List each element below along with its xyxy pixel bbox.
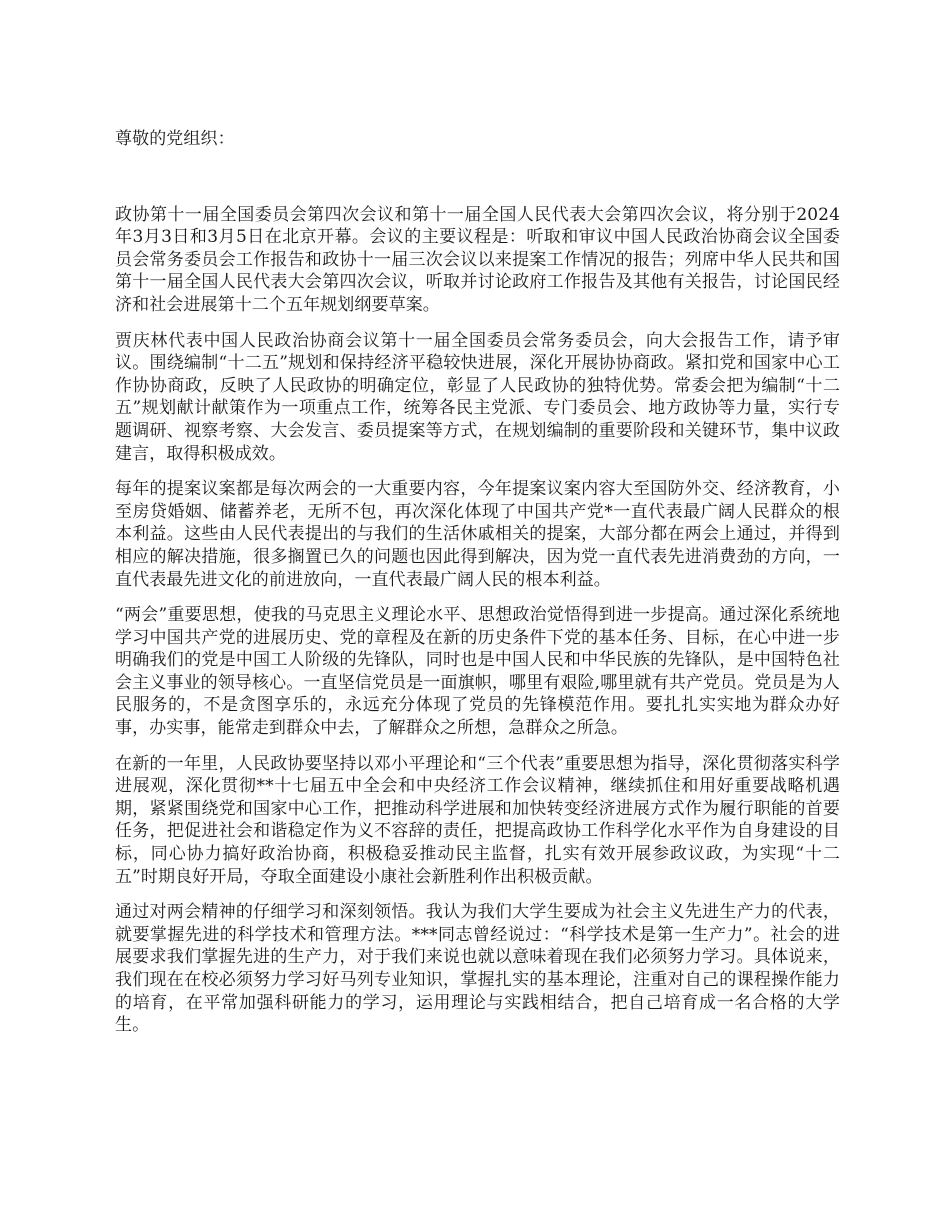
paragraph: 每年的提案议案都是每次两会的一大重要内容，今年提案议案内容大至国防外交、经济教育，小至房贷婚姻、储蓄养老，无所不包，再次深化体现了中国共产党*一直代表最广阔人民群众的根本利益。这些由人民代表提出的与我们的生活休戚相关的提案，大部分都在两会上通过，并得到相应的解决措施，很多搁置已久的问题也因此得到解决，因为党一直代表先进消费劲的方向，一直代表最先进文化的前进放向，一直代表最广阔人民的根本利益。 <box>115 479 840 590</box>
paragraph: 政协第十一届全国委员会第四次会议和第十一届全国人民代表大会第四次会议，将分别于2024年3月3日和3月5日在北京开幕。会议的主要议程是：听取和审议中国人民政治协商会议全国委员会常务委员会工作报告和政协十一届三次会议以来提案工作情况的报告；列席中华人民共和国第十一届全国人民代表大会第四次会议，听取并讨论政府工作报告及其他有关报告，讨论国民经济和社会进展第十二个五年规划纲要草案。 <box>115 204 840 315</box>
document-body <box>115 128 840 1050</box>
paragraph: 在新的一年里，人民政协要坚持以邓小平理论和“三个代表”重要思想为指导，深化贯彻落实科学进展观，深化贯彻**十七届五中全会和中央经济工作会议精神，继续抓住和用好重要战略机遇期，紧紧围绕党和国家中心工作，把推动科学进展和加快转变经济进展方式作为履行职能的首要任务，把促进社会和谐稳定作为义不容辞的责任，把提高政协工作科学化水平作为自身建设的目标，同心协力搞好政治协商，积极稳妥推动民主监督，扎实有效开展参政议政，为实现“十二五”时期良好开局，夺取全面建设小康社会新胜利作出积极贡献。 <box>115 753 840 887</box>
paragraph: 贾庆林代表中国人民政治协商会议第十一届全国委员会常务委员会，向大会报告工作，请予审议。围绕编制“十二五”规划和保持经济平稳较快进展，深化开展协协商政。紧扣党和国家中心工作协协商政，反映了人民政协的明确定位，彰显了人民政协的独特优势。常委会把为编制“十二五”规划献计献策作为一项重点工作，统筹各民主党派、专门委员会、地方政协等力量，实行专题调研、视察考察、大会发言、委员提案等方式，在规划编制的重要阶段和关键环节，集中议政建言，取得积极成效。 <box>115 330 840 464</box>
paragraph: 通过对两会精神的仔细学习和深刻领悟。我认为我们大学生要成为社会主义先进生产力的代表，就要掌握先进的科学技术和管理方法。***同志曾经说过：“科学技术是第一生产力”。社会的进展要求我们掌握先进的生产力，对于我们来说也就以意味着现在我们必须努力学习。具体说来，我们现在在校必须努力学习好马列专业知识，掌握扎实的基本理论，注重对自己的课程操作能力的培育，在平常加强科研能力的学习，运用理论与实践相结合，把自己培育成一名合格的大学生。 <box>115 902 840 1036</box>
paragraph: “两会”重要思想，使我的马克思主义理论水平、思想政治觉悟得到进一步提高。通过深化系统地学习中国共产党的进展历史、党的章程及在新的历史条件下党的基本任务、目标，在心中进一步明确我们的党是中国工人阶级的先锋队，同时也是中国人民和中华民族的先锋队，是中国特色社会主义事业的领导核心。一直坚信党员是一面旗帜，哪里有艰险,哪里就有共产党员。党员是为人民服务的，不是贪图享乐的，永远充分体现了党员的先锋模范作用。要扎扎实实地为群众办好事，办实事，能常走到群众中去，了解群众之所想，急群众之所急。 <box>115 605 840 739</box>
salutation: 尊敬的党组织： <box>115 129 235 149</box>
